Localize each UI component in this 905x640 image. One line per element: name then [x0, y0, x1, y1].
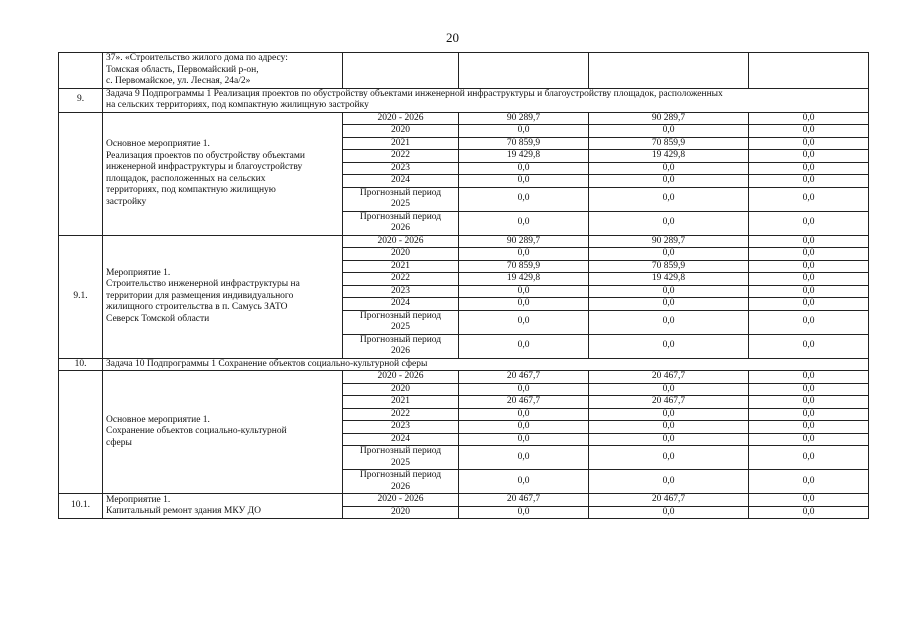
other-cell: 0,0	[749, 187, 869, 211]
period-cell	[343, 112, 459, 125]
row-number	[59, 371, 103, 494]
description-line: 37». «Строительство жилого дома по адресу:	[106, 53, 288, 63]
period-line: 2025	[391, 199, 410, 209]
empty-cell	[589, 53, 749, 89]
period-line: 2020	[391, 125, 410, 135]
period-line: 2023	[391, 421, 410, 431]
total-cell: 0,0	[459, 383, 589, 396]
budget-cell: 19 429,8	[589, 150, 749, 163]
period-line: Прогнозный период	[359, 334, 442, 345]
other-cell: 0,0	[749, 112, 869, 125]
row-number	[59, 53, 103, 89]
budget-cell: 0,0	[589, 433, 749, 446]
description-line: Основное мероприятие 1.	[106, 414, 210, 425]
description-line: застройку	[106, 196, 147, 207]
measure-description	[103, 494, 343, 519]
total-cell: 70 859,9	[459, 137, 589, 150]
description-line: Северск Томской области	[106, 313, 210, 324]
budget-cell: 70 859,9	[589, 137, 749, 150]
budget-cell: 20 467,7	[589, 371, 749, 384]
other-cell: 0,0	[749, 125, 869, 138]
period-cell	[343, 137, 459, 150]
description-line: Строительство инженерной инфраструктуры на	[106, 279, 300, 290]
description-line: Реализация проектов по обустройству объектами	[106, 150, 305, 161]
period-line: 2024	[391, 433, 410, 444]
other-cell: 0,0	[749, 211, 869, 235]
other-cell: 0,0	[749, 310, 869, 334]
total-cell: 90 289,7	[459, 112, 589, 125]
other-cell: 0,0	[749, 383, 869, 396]
period-cell	[343, 310, 459, 334]
budget-cell: 0,0	[589, 408, 749, 421]
period-line: Прогнозный период	[359, 310, 442, 321]
empty-cell	[459, 53, 589, 89]
total-cell: 0,0	[459, 248, 589, 261]
period-line: 2025	[391, 322, 410, 332]
period-cell	[343, 150, 459, 163]
period-line: 2022	[391, 408, 410, 419]
total-cell: 0,0	[459, 506, 589, 519]
total-cell: 19 429,8	[459, 150, 589, 163]
period-cell	[343, 371, 459, 384]
row-number: 9.	[59, 88, 103, 112]
period-cell	[343, 506, 459, 519]
other-cell: 0,0	[749, 433, 869, 446]
description-line: Томская область, Первомайский р-он,	[106, 64, 259, 75]
budget-table	[58, 52, 869, 519]
period-cell	[343, 446, 459, 470]
period-line: 2023	[391, 285, 410, 296]
measure-description	[103, 112, 343, 235]
measure-description	[103, 371, 343, 494]
budget-cell: 0,0	[589, 162, 749, 175]
total-cell: 0,0	[459, 162, 589, 175]
period-line: 2020	[391, 506, 410, 517]
period-line: 2026	[391, 346, 410, 356]
period-cell	[343, 273, 459, 286]
other-cell: 0,0	[749, 506, 869, 519]
total-cell: 0,0	[459, 446, 589, 470]
period-cell	[343, 470, 459, 494]
period-cell	[343, 383, 459, 396]
period-line: 2023	[391, 162, 410, 173]
measure-description	[103, 235, 343, 358]
budget-table-body	[59, 53, 869, 519]
table-row	[59, 371, 869, 384]
total-cell: 0,0	[459, 334, 589, 358]
budget-cell: 20 467,7	[589, 494, 749, 507]
other-cell: 0,0	[749, 137, 869, 150]
total-cell: 0,0	[459, 421, 589, 434]
description-line: Мероприятие 1.	[106, 267, 171, 278]
period-line: 2020	[391, 248, 410, 258]
budget-cell: 90 289,7	[589, 112, 749, 125]
other-cell: 0,0	[749, 285, 869, 298]
description-line: с. Первомайское, ул. Лесная, 24а/2»	[106, 76, 251, 86]
period-line: 2020 - 2026	[377, 371, 424, 381]
period-line: 2021	[391, 396, 410, 406]
period-line: 2024	[391, 175, 410, 185]
total-cell: 20 467,7	[459, 494, 589, 507]
budget-cell: 0,0	[589, 383, 749, 396]
total-cell: 0,0	[459, 408, 589, 421]
description-line: Сохранение объектов социально-культурной	[106, 426, 287, 437]
budget-cell: 0,0	[589, 446, 749, 470]
page-number: 20	[446, 30, 459, 45]
description-line: Мероприятие 1.	[106, 494, 171, 505]
row-number: 9.1.	[59, 235, 103, 358]
total-cell: 0,0	[459, 125, 589, 138]
intro-description	[103, 53, 343, 89]
intro-row	[59, 53, 869, 89]
budget-cell: 0,0	[589, 125, 749, 138]
total-cell: 0,0	[459, 310, 589, 334]
other-cell: 0,0	[749, 150, 869, 163]
description-line: Основное мероприятие 1.	[106, 139, 210, 149]
other-cell: 0,0	[749, 298, 869, 311]
period-cell	[343, 260, 459, 273]
period-cell	[343, 285, 459, 298]
description-line: площадок, расположенных на сельских	[106, 173, 266, 184]
row-number	[59, 112, 103, 235]
total-cell: 0,0	[459, 285, 589, 298]
budget-cell: 0,0	[589, 298, 749, 311]
other-cell: 0,0	[749, 273, 869, 286]
other-cell: 0,0	[749, 494, 869, 507]
total-cell: 19 429,8	[459, 273, 589, 286]
period-line: 2021	[391, 260, 410, 271]
period-line: Прогнозный период	[359, 187, 442, 198]
period-line: 2020 - 2026	[377, 494, 424, 504]
period-cell	[343, 125, 459, 138]
task-title-line: на сельских территориях, под компактную жилищную застройку	[106, 100, 369, 110]
period-cell	[343, 421, 459, 434]
budget-cell: 0,0	[589, 285, 749, 298]
period-line: 2022	[391, 273, 410, 283]
budget-cell: 0,0	[589, 310, 749, 334]
budget-cell: 19 429,8	[589, 273, 749, 286]
budget-cell: 90 289,7	[589, 235, 749, 248]
period-line: 2025	[391, 457, 410, 468]
period-cell	[343, 235, 459, 248]
other-cell: 0,0	[749, 260, 869, 273]
total-cell: 0,0	[459, 470, 589, 494]
budget-cell: 0,0	[589, 421, 749, 434]
other-cell: 0,0	[749, 235, 869, 248]
period-line: 2021	[391, 137, 410, 148]
budget-cell: 0,0	[589, 211, 749, 235]
other-cell: 0,0	[749, 371, 869, 384]
table-row	[59, 112, 869, 125]
empty-cell	[343, 53, 459, 89]
budget-cell: 0,0	[589, 187, 749, 211]
other-cell: 0,0	[749, 421, 869, 434]
description-line: инженерной инфраструктуры и благоустройству	[106, 162, 303, 172]
period-cell	[343, 187, 459, 211]
task-title-line: Задача 9 Подпрограммы 1 Реализация проектов по обустройству объектами инженерной инфраструктуры и благоустройству площадок, расположенных	[106, 88, 723, 99]
other-cell: 0,0	[749, 396, 869, 409]
task-row	[59, 88, 869, 112]
period-cell	[343, 334, 459, 358]
period-line: 2020 - 2026	[377, 235, 424, 246]
period-cell	[343, 494, 459, 507]
other-cell: 0,0	[749, 334, 869, 358]
description-line: жилищного строительства в п. Самусь ЗАТО	[106, 302, 288, 313]
budget-cell: 0,0	[589, 175, 749, 188]
budget-cell: 70 859,9	[589, 260, 749, 273]
task-title	[103, 358, 869, 371]
period-line: 2022	[391, 150, 410, 160]
budget-cell: 20 467,7	[589, 396, 749, 409]
row-number: 10.1.	[59, 494, 103, 519]
other-cell: 0,0	[749, 162, 869, 175]
budget-cell: 0,0	[589, 506, 749, 519]
period-line: Прогнозный период	[359, 470, 442, 480]
period-cell	[343, 408, 459, 421]
task-title	[103, 88, 869, 112]
period-line: 2026	[391, 223, 410, 233]
budget-cell: 0,0	[589, 334, 749, 358]
period-line: Прогнозный период	[359, 446, 442, 456]
period-line: 2020 - 2026	[377, 112, 424, 123]
period-cell	[343, 298, 459, 311]
total-cell: 0,0	[459, 187, 589, 211]
row-number: 10.	[59, 358, 103, 371]
budget-cell: 0,0	[589, 248, 749, 261]
period-cell	[343, 211, 459, 235]
period-cell	[343, 175, 459, 188]
other-cell: 0,0	[749, 408, 869, 421]
period-line: 2020	[391, 383, 410, 394]
total-cell: 70 859,9	[459, 260, 589, 273]
period-cell	[343, 248, 459, 261]
table-row	[59, 235, 869, 248]
other-cell: 0,0	[749, 470, 869, 494]
description-line: территориях, под компактную жилищную	[106, 185, 276, 195]
period-line: 2026	[391, 481, 410, 492]
period-cell	[343, 433, 459, 446]
task-title-line: Задача 10 Подпрограммы 1 Сохранение объектов социально-культурной сферы	[106, 358, 428, 369]
total-cell: 0,0	[459, 175, 589, 188]
description-line: сферы	[106, 437, 132, 448]
table-row	[59, 494, 869, 507]
description-line: Капитальный ремонт здания МКУ ДО	[106, 506, 261, 516]
period-cell	[343, 396, 459, 409]
total-cell: 20 467,7	[459, 371, 589, 384]
description-line: территории для размещения индивидуального	[106, 290, 294, 301]
total-cell: 90 289,7	[459, 235, 589, 248]
period-line: Прогнозный период	[359, 211, 442, 222]
task-row	[59, 358, 869, 371]
total-cell: 0,0	[459, 211, 589, 235]
total-cell: 20 467,7	[459, 396, 589, 409]
total-cell: 0,0	[459, 433, 589, 446]
other-cell: 0,0	[749, 175, 869, 188]
other-cell: 0,0	[749, 248, 869, 261]
empty-cell	[749, 53, 869, 89]
other-cell: 0,0	[749, 446, 869, 470]
budget-cell: 0,0	[589, 470, 749, 494]
period-cell	[343, 162, 459, 175]
period-line: 2024	[391, 298, 410, 308]
total-cell: 0,0	[459, 298, 589, 311]
